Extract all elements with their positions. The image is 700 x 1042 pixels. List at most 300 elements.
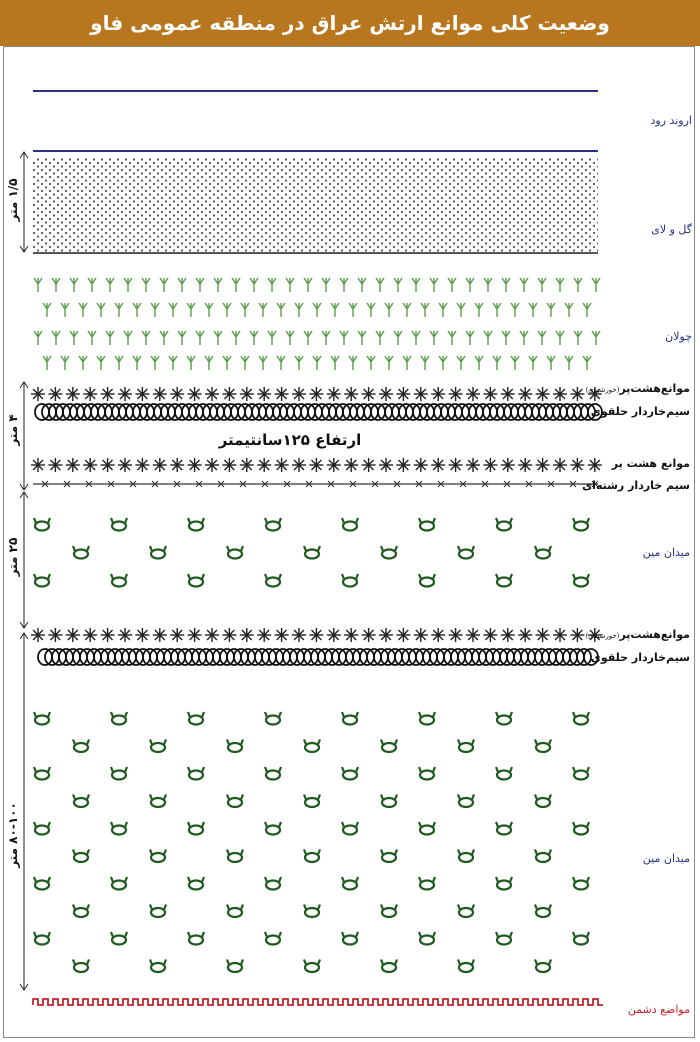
- hedgehog-obstacle: [466, 387, 480, 401]
- mine-icon: [150, 905, 166, 918]
- mine-icon: [34, 574, 50, 587]
- hedgehog-obstacle: [205, 387, 219, 401]
- concertina-wire: [35, 404, 602, 420]
- reed-mark: [178, 331, 186, 345]
- reed-mark: [466, 331, 474, 345]
- reed-mark: [97, 356, 105, 370]
- mine-icon: [304, 850, 320, 863]
- reed-mark: [313, 303, 321, 317]
- reed-mark: [484, 278, 492, 292]
- hedgehog-obstacle: [570, 458, 584, 472]
- mine-icon: [342, 574, 358, 587]
- hedgehog-obstacle: [518, 628, 532, 642]
- reed-mark: [448, 278, 456, 292]
- reed-mark: [592, 331, 600, 345]
- mine-icon: [458, 960, 474, 973]
- hedgehog-obstacle: [153, 628, 167, 642]
- mine-icon: [150, 546, 166, 559]
- mine-icon: [535, 740, 551, 753]
- mine-icon: [496, 518, 512, 531]
- hedgehog-obstacle: [66, 387, 80, 401]
- mine-icon: [496, 574, 512, 587]
- dimension-arrow: [20, 492, 28, 628]
- reed-mark: [574, 331, 582, 345]
- reed-mark: [43, 356, 51, 370]
- reed-mark: [205, 303, 213, 317]
- mine-icon: [73, 546, 89, 559]
- label-river: اروند رود: [650, 114, 692, 127]
- reed-mark: [178, 278, 186, 292]
- reed-mark: [259, 356, 267, 370]
- reed-mark: [250, 331, 258, 345]
- reed-mark: [277, 356, 285, 370]
- hedgehog-obstacle: [170, 458, 184, 472]
- reed-mark: [385, 303, 393, 317]
- reed-mark: [43, 303, 51, 317]
- hedgehog-obstacle: [327, 387, 341, 401]
- reed-mark: [529, 303, 537, 317]
- hedgehog-obstacle: [222, 458, 236, 472]
- mine-icon: [150, 960, 166, 973]
- dimension-arrow: [20, 152, 28, 252]
- reed-mark: [88, 331, 96, 345]
- reed-mark: [556, 331, 564, 345]
- label-minefield-2: میدان مین: [642, 852, 690, 865]
- reed-mark: [565, 303, 573, 317]
- mine-icon: [535, 795, 551, 808]
- reed-mark: [268, 278, 276, 292]
- hedgehog-obstacle: [257, 458, 271, 472]
- reed-mark: [70, 331, 78, 345]
- mine-icon: [419, 932, 435, 945]
- reed-mark: [295, 303, 303, 317]
- strand-barbed-wire: [33, 481, 598, 487]
- mine-icon: [573, 518, 589, 531]
- reed-mark: [142, 331, 150, 345]
- hedgehog-obstacle: [536, 458, 550, 472]
- mine-icon: [342, 822, 358, 835]
- hedgehog-obstacle: [188, 458, 202, 472]
- reed-mark: [331, 356, 339, 370]
- hedgehog-obstacle: [205, 458, 219, 472]
- hedgehog-obstacle: [205, 628, 219, 642]
- mine-icon: [573, 767, 589, 780]
- mine-icon: [188, 822, 204, 835]
- hedgehog-obstacle: [379, 458, 393, 472]
- mine-icon: [419, 712, 435, 725]
- mine-icon: [304, 795, 320, 808]
- mine-icon: [111, 518, 127, 531]
- reed-mark: [475, 356, 483, 370]
- mine-icon: [111, 822, 127, 835]
- reed-mark: [223, 356, 231, 370]
- hedgehog-obstacle: [483, 387, 497, 401]
- mine-icon: [34, 712, 50, 725]
- mine-icon: [535, 905, 551, 918]
- enemy-positions-line: [33, 999, 603, 1005]
- reed-mark: [457, 356, 465, 370]
- reed-mark: [412, 331, 420, 345]
- hedgehog-obstacle: [170, 387, 184, 401]
- reed-mark: [538, 331, 546, 345]
- mine-icon: [34, 932, 50, 945]
- reed-mark: [367, 356, 375, 370]
- reed-mark: [61, 303, 69, 317]
- reed-mark: [34, 278, 42, 292]
- hedgehog-obstacle: [83, 387, 97, 401]
- hedgehog-obstacle: [222, 628, 236, 642]
- hedgehog-obstacle: [257, 628, 271, 642]
- mine-icon: [150, 740, 166, 753]
- mine-icon: [227, 795, 243, 808]
- mine-icon: [73, 960, 89, 973]
- hedgehog-obstacle: [292, 387, 306, 401]
- reed-mark: [295, 356, 303, 370]
- dim-label-wire-zone: ۴ متر: [6, 414, 20, 446]
- reed-mark: [529, 356, 537, 370]
- hedgehog-obstacle: [553, 458, 567, 472]
- reed-mark: [439, 303, 447, 317]
- mine-icon: [496, 877, 512, 890]
- mine-icon: [150, 795, 166, 808]
- mine-icon: [381, 850, 397, 863]
- mine-icon: [73, 905, 89, 918]
- reed-mark: [421, 356, 429, 370]
- mine-icon: [73, 850, 89, 863]
- reed-mark: [124, 331, 132, 345]
- mine-icon: [73, 795, 89, 808]
- reed-mark: [538, 278, 546, 292]
- reed-mark: [151, 303, 159, 317]
- reed-mark: [340, 331, 348, 345]
- hedgehog-obstacle: [135, 458, 149, 472]
- reed-mark: [79, 356, 87, 370]
- mine-icon: [342, 767, 358, 780]
- hedgehog-obstacle: [153, 458, 167, 472]
- hedgehog-obstacle: [153, 387, 167, 401]
- hedgehog-obstacle: [170, 628, 184, 642]
- enemy-line: [33, 999, 603, 1005]
- reed-mark: [106, 331, 114, 345]
- label-hedgehog-2: موانع هشت پر: [611, 457, 690, 470]
- reed-mark: [142, 278, 150, 292]
- reed-mark: [115, 303, 123, 317]
- hedgehog-obstacle: [449, 458, 463, 472]
- reed-mark: [385, 356, 393, 370]
- hedgehog-obstacle: [344, 458, 358, 472]
- label-hedgehog-3: موانع‌هشت‌پر(خورشیدی): [585, 628, 690, 641]
- hedgehog-row: [31, 458, 602, 472]
- hedgehog-obstacle: [501, 458, 515, 472]
- reed-mark: [403, 303, 411, 317]
- hedgehog-obstacle: [570, 628, 584, 642]
- hedgehog-obstacle: [501, 387, 515, 401]
- hedgehog-obstacle: [501, 628, 515, 642]
- mine-icon: [73, 740, 89, 753]
- dim-label-minefield-2: ۸۰-۱۰۰ متر: [6, 802, 20, 868]
- hedgehog-obstacle: [222, 387, 236, 401]
- mine-icon: [535, 850, 551, 863]
- hedgehog-obstacle: [292, 628, 306, 642]
- reed-mark: [286, 278, 294, 292]
- mine-icon: [111, 767, 127, 780]
- hedgehog-obstacle: [66, 458, 80, 472]
- mine-icon: [265, 712, 281, 725]
- reed-mark: [187, 303, 195, 317]
- mine-icon: [419, 767, 435, 780]
- reed-mark: [133, 356, 141, 370]
- hedgehog-obstacle: [118, 387, 132, 401]
- reed-mark: [250, 278, 258, 292]
- hedgehog-obstacle: [101, 387, 115, 401]
- hedgehog-obstacle: [118, 628, 132, 642]
- mine-icon: [419, 518, 435, 531]
- hedgehog-obstacle: [362, 387, 376, 401]
- reed-mark: [583, 356, 591, 370]
- reed-mark: [241, 303, 249, 317]
- mine-icon: [573, 877, 589, 890]
- mine-icon: [458, 905, 474, 918]
- reed-mark: [484, 331, 492, 345]
- reed-mark: [70, 278, 78, 292]
- dimension-arrow: [20, 382, 28, 490]
- label-height-note: ارتفاع ۱۲۵سانتیمتر: [218, 431, 362, 449]
- hedgehog-obstacle: [362, 628, 376, 642]
- mine-icon: [535, 960, 551, 973]
- mine-icon: [419, 574, 435, 587]
- reed-mark: [376, 331, 384, 345]
- mine-icon: [419, 822, 435, 835]
- label-concertina-1: سیم‌خاردار حلقوی: [590, 405, 690, 418]
- hedgehog-obstacle: [309, 458, 323, 472]
- hedgehog-obstacle: [118, 458, 132, 472]
- hedgehog-obstacle: [379, 387, 393, 401]
- hedgehog-obstacle: [135, 387, 149, 401]
- reed-mark: [502, 278, 510, 292]
- hedgehog-obstacle: [466, 458, 480, 472]
- reed-mark: [556, 278, 564, 292]
- hedgehog-obstacle: [48, 458, 62, 472]
- hedgehog-obstacle: [135, 628, 149, 642]
- mine-icon: [111, 712, 127, 725]
- reed-mark: [394, 278, 402, 292]
- reed-mark: [439, 356, 447, 370]
- hedgehog-obstacle: [275, 628, 289, 642]
- hedgehog-obstacle: [518, 458, 532, 472]
- reed-mark: [196, 331, 204, 345]
- hedgehog-obstacle: [240, 387, 254, 401]
- reed-mark: [592, 278, 600, 292]
- reed-mark: [52, 278, 60, 292]
- reed-mark: [358, 278, 366, 292]
- hedgehog-obstacle: [536, 628, 550, 642]
- reed-mark: [511, 303, 519, 317]
- mine-icon: [227, 850, 243, 863]
- reed-mark: [511, 356, 519, 370]
- mine-icon: [342, 877, 358, 890]
- reed-mark: [79, 303, 87, 317]
- mine-icon: [188, 574, 204, 587]
- hedgehog-obstacle: [31, 628, 45, 642]
- hedgehog-obstacle: [83, 458, 97, 472]
- hedgehog-obstacle: [431, 458, 445, 472]
- mine-icon: [419, 877, 435, 890]
- reed-mark: [493, 356, 501, 370]
- reed-mark: [502, 331, 510, 345]
- reed-mark: [268, 331, 276, 345]
- hedgehog-obstacle: [344, 628, 358, 642]
- mine-icon: [265, 767, 281, 780]
- label-minefield-1: میدان مین: [642, 546, 690, 559]
- hedgehog-obstacle: [588, 458, 602, 472]
- reed-mark: [547, 303, 555, 317]
- dimension-arrow: [20, 633, 28, 990]
- mine-icon: [188, 518, 204, 531]
- reed-mark: [133, 303, 141, 317]
- label-mud: گل و لای: [651, 223, 692, 236]
- hedgehog-row: [31, 628, 602, 642]
- mine-icon: [304, 960, 320, 973]
- mud-zone: [33, 158, 598, 252]
- reed-mark: [430, 331, 438, 345]
- hedgehog-obstacle: [275, 458, 289, 472]
- reed-mark: [88, 278, 96, 292]
- reed-field: [34, 278, 600, 370]
- mine-icon: [265, 877, 281, 890]
- mine-icon: [381, 960, 397, 973]
- mine-icon: [265, 574, 281, 587]
- hedgehog-obstacle: [240, 458, 254, 472]
- mine-icon: [458, 546, 474, 559]
- mine-icon: [111, 877, 127, 890]
- mine-icon: [458, 740, 474, 753]
- mine-icon: [227, 960, 243, 973]
- reed-mark: [169, 303, 177, 317]
- reed-mark: [565, 356, 573, 370]
- hedgehog-obstacle: [553, 387, 567, 401]
- mine-icon: [304, 546, 320, 559]
- hedgehog-obstacle: [240, 628, 254, 642]
- reed-mark: [160, 278, 168, 292]
- hedgehog-obstacle: [379, 628, 393, 642]
- mine-icon: [227, 546, 243, 559]
- hedgehog-obstacle: [292, 458, 306, 472]
- reed-mark: [475, 303, 483, 317]
- hedgehog-obstacle: [275, 387, 289, 401]
- mine-icon: [188, 877, 204, 890]
- reed-mark: [259, 303, 267, 317]
- hedgehog-obstacle: [483, 628, 497, 642]
- reed-mark: [232, 278, 240, 292]
- dim-label-minefield-1: ۲۵ متر: [6, 537, 20, 577]
- mine-icon: [535, 546, 551, 559]
- reed-mark: [304, 278, 312, 292]
- mine-icon: [381, 905, 397, 918]
- reed-mark: [520, 278, 528, 292]
- hedgehog-obstacle: [414, 458, 428, 472]
- label-concertina-2: سیم‌خاردار حلقوی: [590, 651, 690, 664]
- hedgehog-obstacle: [431, 387, 445, 401]
- hedgehog-obstacle: [31, 387, 45, 401]
- hedgehog-obstacle: [449, 387, 463, 401]
- mine-icon: [188, 932, 204, 945]
- reed-mark: [277, 303, 285, 317]
- hedgehog-obstacle: [396, 387, 410, 401]
- hedgehog-obstacle: [188, 628, 202, 642]
- reed-mark: [412, 278, 420, 292]
- mine-icon: [34, 822, 50, 835]
- reed-mark: [322, 331, 330, 345]
- hedgehog-obstacle: [48, 628, 62, 642]
- hedgehog-obstacle: [344, 387, 358, 401]
- mine-icon: [342, 518, 358, 531]
- hedgehog-obstacle: [396, 458, 410, 472]
- reed-mark: [457, 303, 465, 317]
- mine-icon: [265, 518, 281, 531]
- mine-icon: [265, 932, 281, 945]
- concertina-wire: [38, 649, 598, 665]
- reed-mark: [367, 303, 375, 317]
- mine-icon: [496, 712, 512, 725]
- mine-icon: [573, 932, 589, 945]
- reed-mark: [106, 278, 114, 292]
- mine-icon: [227, 905, 243, 918]
- mine-icon: [496, 822, 512, 835]
- mine-icon: [265, 822, 281, 835]
- hedgehog-obstacle: [414, 387, 428, 401]
- hedgehog-obstacle: [66, 628, 80, 642]
- reed-mark: [124, 278, 132, 292]
- reed-mark: [223, 303, 231, 317]
- hedgehog-obstacle: [48, 387, 62, 401]
- mine-icon: [34, 877, 50, 890]
- hedgehog-obstacle: [483, 458, 497, 472]
- dimension-arrows: [20, 152, 28, 990]
- reed-mark: [169, 356, 177, 370]
- mine-icon: [496, 767, 512, 780]
- reed-mark: [421, 303, 429, 317]
- reed-mark: [61, 356, 69, 370]
- mine-icon: [458, 850, 474, 863]
- hedgehog-obstacle: [101, 458, 115, 472]
- hedgehog-obstacle: [466, 628, 480, 642]
- reed-mark: [196, 278, 204, 292]
- hedgehog-obstacle: [188, 387, 202, 401]
- mine-icon: [573, 712, 589, 725]
- hedgehog-obstacle: [257, 387, 271, 401]
- reed-mark: [493, 303, 501, 317]
- mine-icon: [573, 822, 589, 835]
- reed-mark: [97, 303, 105, 317]
- reed-mark: [358, 331, 366, 345]
- mine-icon: [381, 740, 397, 753]
- reed-mark: [331, 303, 339, 317]
- reed-mark: [52, 331, 60, 345]
- reed-mark: [232, 331, 240, 345]
- reed-mark: [151, 356, 159, 370]
- hedgehog-row: [31, 387, 602, 401]
- mine-icon: [150, 850, 166, 863]
- mine-icon: [111, 574, 127, 587]
- reed-mark: [160, 331, 168, 345]
- minefield-2: [34, 712, 589, 972]
- label-hedgehog-1: موانع‌هشت‌پر(خورشیدی): [585, 382, 690, 395]
- minefield-1: [34, 518, 589, 587]
- mine-icon: [381, 795, 397, 808]
- hedgehog-obstacle: [449, 628, 463, 642]
- hedgehog-obstacle: [309, 387, 323, 401]
- reed-mark: [403, 356, 411, 370]
